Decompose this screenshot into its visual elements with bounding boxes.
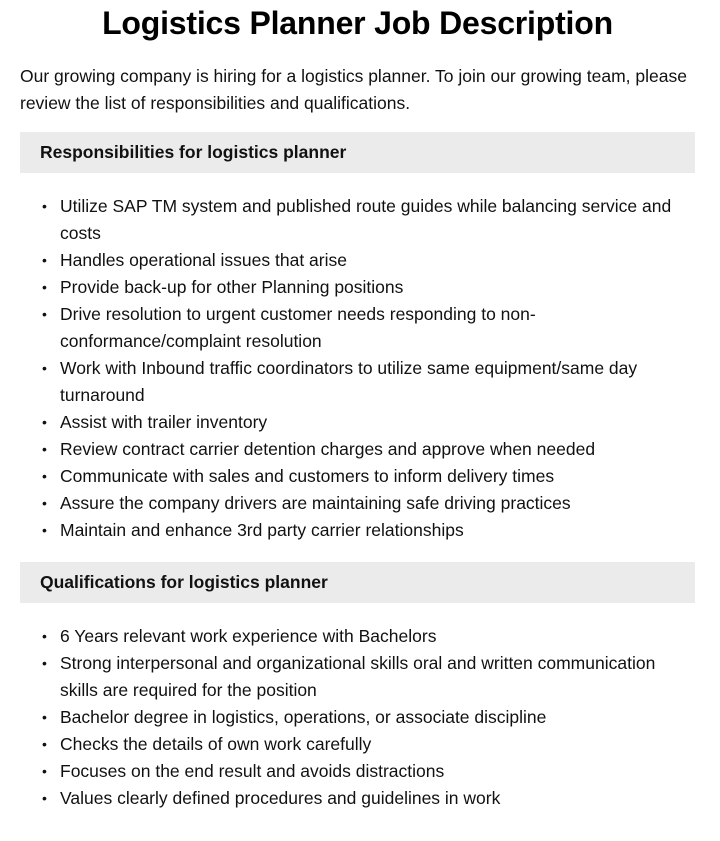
bullet-icon: •: [42, 763, 47, 779]
list-item: [42, 436, 695, 463]
list-item-text: Provide back-up for other Planning positions: [60, 277, 404, 297]
list-item-text: Work with Inbound traffic coordinators to utilize same equipment/same day turnaround: [60, 358, 638, 405]
list-item-text: Values clearly defined procedures and guidelines in work: [60, 788, 501, 808]
bullet-icon: •: [42, 252, 47, 268]
list-item: [42, 758, 695, 785]
bullet-icon: •: [42, 655, 47, 671]
bullet-icon: •: [42, 709, 47, 725]
list-item: [42, 274, 695, 301]
bullet-icon: •: [42, 198, 47, 214]
intro-paragraph: Our growing company is hiring for a logistics planner. To join our growing team, please review the list of responsibilities and qualifications.: [20, 66, 687, 113]
list-item-text: Bachelor degree in logistics, operations, or associate discipline: [60, 707, 547, 727]
list-item: [42, 193, 695, 247]
list-item: [42, 650, 695, 704]
list-item-text: Assist with trailer inventory: [60, 412, 268, 432]
list-item-text: Maintain and enhance 3rd party carrier relationships: [60, 520, 464, 540]
list-item: [42, 490, 695, 517]
list-item-text: Assure the company drivers are maintaining safe driving practices: [60, 493, 571, 513]
bullet-icon: •: [42, 414, 47, 430]
list-item-text: Review contract carrier detention charges and approve when needed: [60, 439, 596, 459]
list-item: [42, 463, 695, 490]
bullet-icon: •: [42, 522, 47, 538]
bullet-icon: •: [42, 306, 47, 322]
qualifications-list: [20, 623, 695, 812]
list-item-text: Drive resolution to urgent customer needs responding to non-conformance/complaint resolution: [60, 304, 536, 351]
bullet-icon: •: [42, 279, 47, 295]
list-item: [42, 409, 695, 436]
bullet-icon: •: [42, 360, 47, 376]
list-item-text: Strong interpersonal and organizational skills oral and written communication skills are required for the position: [60, 653, 656, 700]
page-title: Logistics Planner Job Description: [102, 5, 613, 41]
list-item: [42, 623, 695, 650]
list-item-text: Utilize SAP TM system and published route guides while balancing service and costs: [60, 196, 672, 243]
bullet-icon: •: [42, 495, 47, 511]
list-item-text: Focuses on the end result and avoids distractions: [60, 761, 445, 781]
qualifications-heading: Qualifications for logistics planner: [20, 562, 695, 603]
list-item-text: 6 Years relevant work experience with Bachelors: [60, 626, 437, 646]
bullet-icon: •: [42, 790, 47, 806]
list-item: [42, 247, 695, 274]
list-item: [42, 301, 695, 355]
list-item: [42, 731, 695, 758]
bullet-icon: •: [42, 736, 47, 752]
responsibilities-heading: Responsibilities for logistics planner: [20, 132, 695, 173]
list-item-text: Checks the details of own work carefully: [60, 734, 372, 754]
list-item: [42, 704, 695, 731]
list-item: [42, 785, 695, 812]
responsibilities-list: [20, 193, 695, 544]
list-item-text: Handles operational issues that arise: [60, 250, 347, 270]
list-item-text: Communicate with sales and customers to inform delivery times: [60, 466, 555, 486]
list-item: [42, 517, 695, 544]
bullet-icon: •: [42, 441, 47, 457]
bullet-icon: •: [42, 468, 47, 484]
list-item: [42, 355, 695, 409]
bullet-icon: •: [42, 628, 47, 644]
